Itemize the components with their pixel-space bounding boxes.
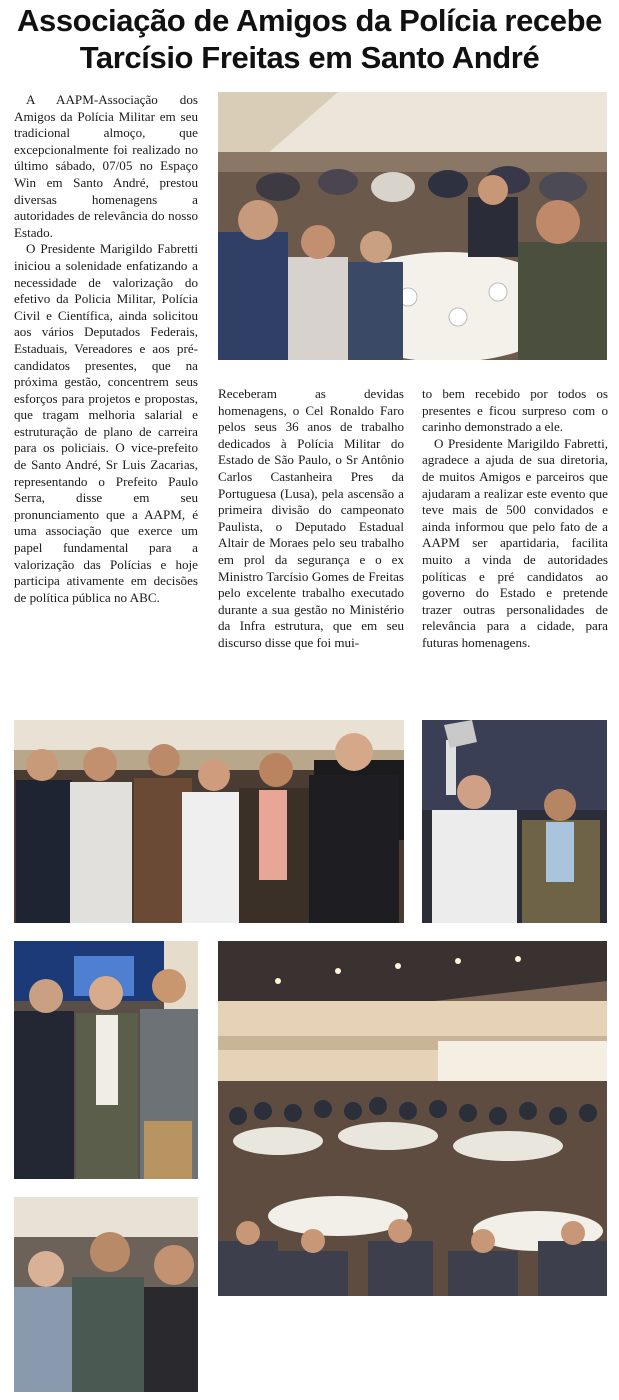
article-paragraph: O Presidente Marigildo Fabretti iniciou a solenidade enfatizando a necessidade de valorização do efetivo da Policia Militar, Polícia Civil e Científica, ainda solicitou aos vários Deputados Federais, Estaduais, Vereadores e aos pré-candidatos presentes, que na próxima gestão, concentrem seus esforços para projetos e propostas, que tragam melhoria salarial e estruturação de plano de carreira para os policiais. O vice-prefeito de Santo André, Sr Luis Zacarias, representando o Prefeito Paulo Serra, disse em seu pronunciamento que a AAPM, é uma associação que exerce um papel fundamental para a valorização das Polícias e hoje participa ativamente em decisões de política pública no ABC. xyxy=(14,241,198,605)
photo-banquet-tables xyxy=(218,92,607,360)
photo-three-men-selfie xyxy=(14,1197,198,1392)
photo-group-six-men xyxy=(14,720,404,923)
article-paragraph: to bem recebido por todos os presentes e ficou surpreso com o carinho demonstrado a ele. xyxy=(422,386,608,435)
article-paragraph: Receberam as devidas homenagens, o Cel Ronaldo Faro pelos seus 36 anos de trabalho dedicados à Polícia Militar do Estado de São Paulo, o Sr Antônio Carlos Castanheira Pres da Portuguesa (Lusa), pela ascensão a primeira divisão do campeonato Paulista, o Deputado Estadual Altair de Moraes pelo seu trabalho em prol da segurança e o ex Ministro Tarcísio Gomes de Freitas pelo excelente trabalho executado durante a sua gestão no Ministério da Infra estrutura, que em seu discurso disse que foi mui- xyxy=(218,386,404,650)
headline-line-2: Tarcísio Freitas em Santo André xyxy=(79,40,540,75)
photo-event-hall xyxy=(218,941,607,1296)
photo-three-men xyxy=(14,941,198,1179)
article-column-1 xyxy=(14,92,198,694)
article-column-2 xyxy=(218,386,404,698)
photo-trophy-presentation xyxy=(422,720,607,923)
article-paragraph: O Presidente Marigildo Fabretti, agradece a ajuda de sua diretoria, de muitos Amigos e parceiros que ajudaram a realizar este evento que teve mais de 500 convidados e ainda informou que pelo fato de a AAPM ser apartidaria, facilita muito a vinda de autoridades políticas e pré candidatos ao governo do Estado e pretende trazer outras personalidades de relevância para a cidade, para futuras homenagens. xyxy=(422,435,608,650)
article-headline xyxy=(0,2,619,76)
headline-line-1: Associação de Amigos da Polícia recebe xyxy=(17,3,602,38)
article-column-3 xyxy=(422,386,608,698)
article-paragraph: A AAPM-Associação dos Amigos da Polícia Militar em seu tradicional almoço, que excepcionalmente foi realizado no último sábado, 07/05 no Espaço Win em Santo André, prestou diversas homenagens a autoridades de relevância do nosso Estado. xyxy=(14,92,198,240)
